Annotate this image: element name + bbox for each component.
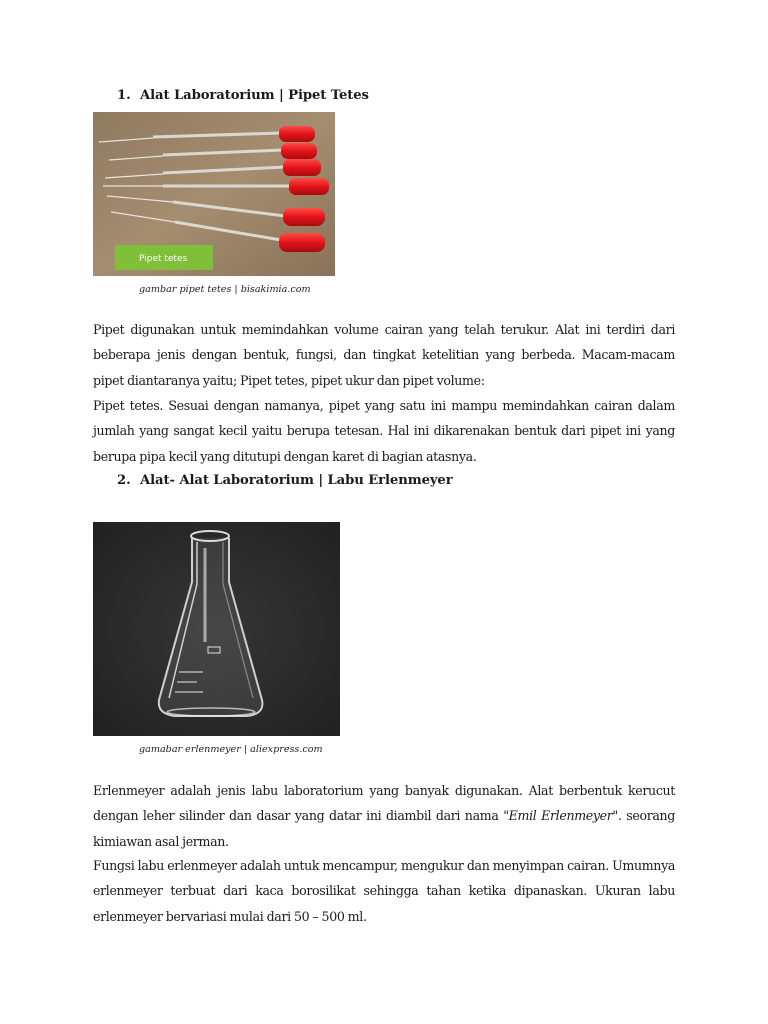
pipet-tetes-image (93, 112, 335, 276)
erlenmeyer-image (93, 522, 340, 736)
image-label-text: Pipet tetes (139, 254, 188, 264)
figure-1-caption: gambar pipet tetes | bisakimia.com (139, 284, 311, 295)
section-2-number: 2. (117, 473, 131, 488)
section-2-title: Alat- Alat Laboratorium | Labu Erlenmeyer (140, 473, 453, 488)
section-1-number: 1. (117, 88, 131, 103)
figure-2-caption: gamabar erlenmeyer | aliexpress.com (139, 744, 323, 755)
emil-erlenmeyer-quote: "Emil Erlenmeyer" (503, 808, 618, 824)
section-2-paragraph-1 (93, 778, 675, 854)
section-1-paragraph-2: Pipet tetes. Sesuai dengan namanya, pipet yang satu ini mampu memindahkan cairan dalam jumlah yang sangat kecil yaitu berupa tetesan. Hal ini dikarenakan bentuk dari pipet ini yang berupa pipa kecil yang ditutupi dengan karet di bagian atasnya. (93, 398, 675, 464)
section-1-heading (117, 88, 369, 103)
section-1-title: Alat Laboratorium | Pipet Tetes (140, 88, 369, 103)
section-2-paragraph-2: Fungsi labu erlenmeyer adalah untuk mencampur, mengukur dan menyimpan cairan. Umumnya erlenmeyer terbuat dari kaca borosilikat sehingga tahan ketika dipanaskan. Ukuran labu erlenmeyer bervariasi mulai dari 50 – 500 ml. (93, 858, 675, 924)
pipette-photo-illustration (93, 112, 335, 276)
paragraph-1-text-end: . seorang kimiawan asal jerman. (93, 808, 676, 849)
section-2-heading (117, 473, 453, 488)
section-1-paragraph-1: Pipet digunakan untuk memindahkan volume cairan yang telah terukur. Alat ini terdiri dari beberapa jenis dengan bentuk, fungsi, dan tingkat ketelitian yang berbeda. Macam-macam pipet diantaranya yaitu; Pipet tetes, pipet ukur dan pipet volume: (93, 322, 675, 388)
paragraph-1-text-start: Erlenmeyer adalah jenis labu laboratorium yang banyak digunakan. Alat berbentuk kerucut dengan leher silinder dan dasar yang datar ini diambil dari nama (93, 783, 675, 824)
erlenmeyer-flask-photo-illustration (93, 522, 340, 736)
